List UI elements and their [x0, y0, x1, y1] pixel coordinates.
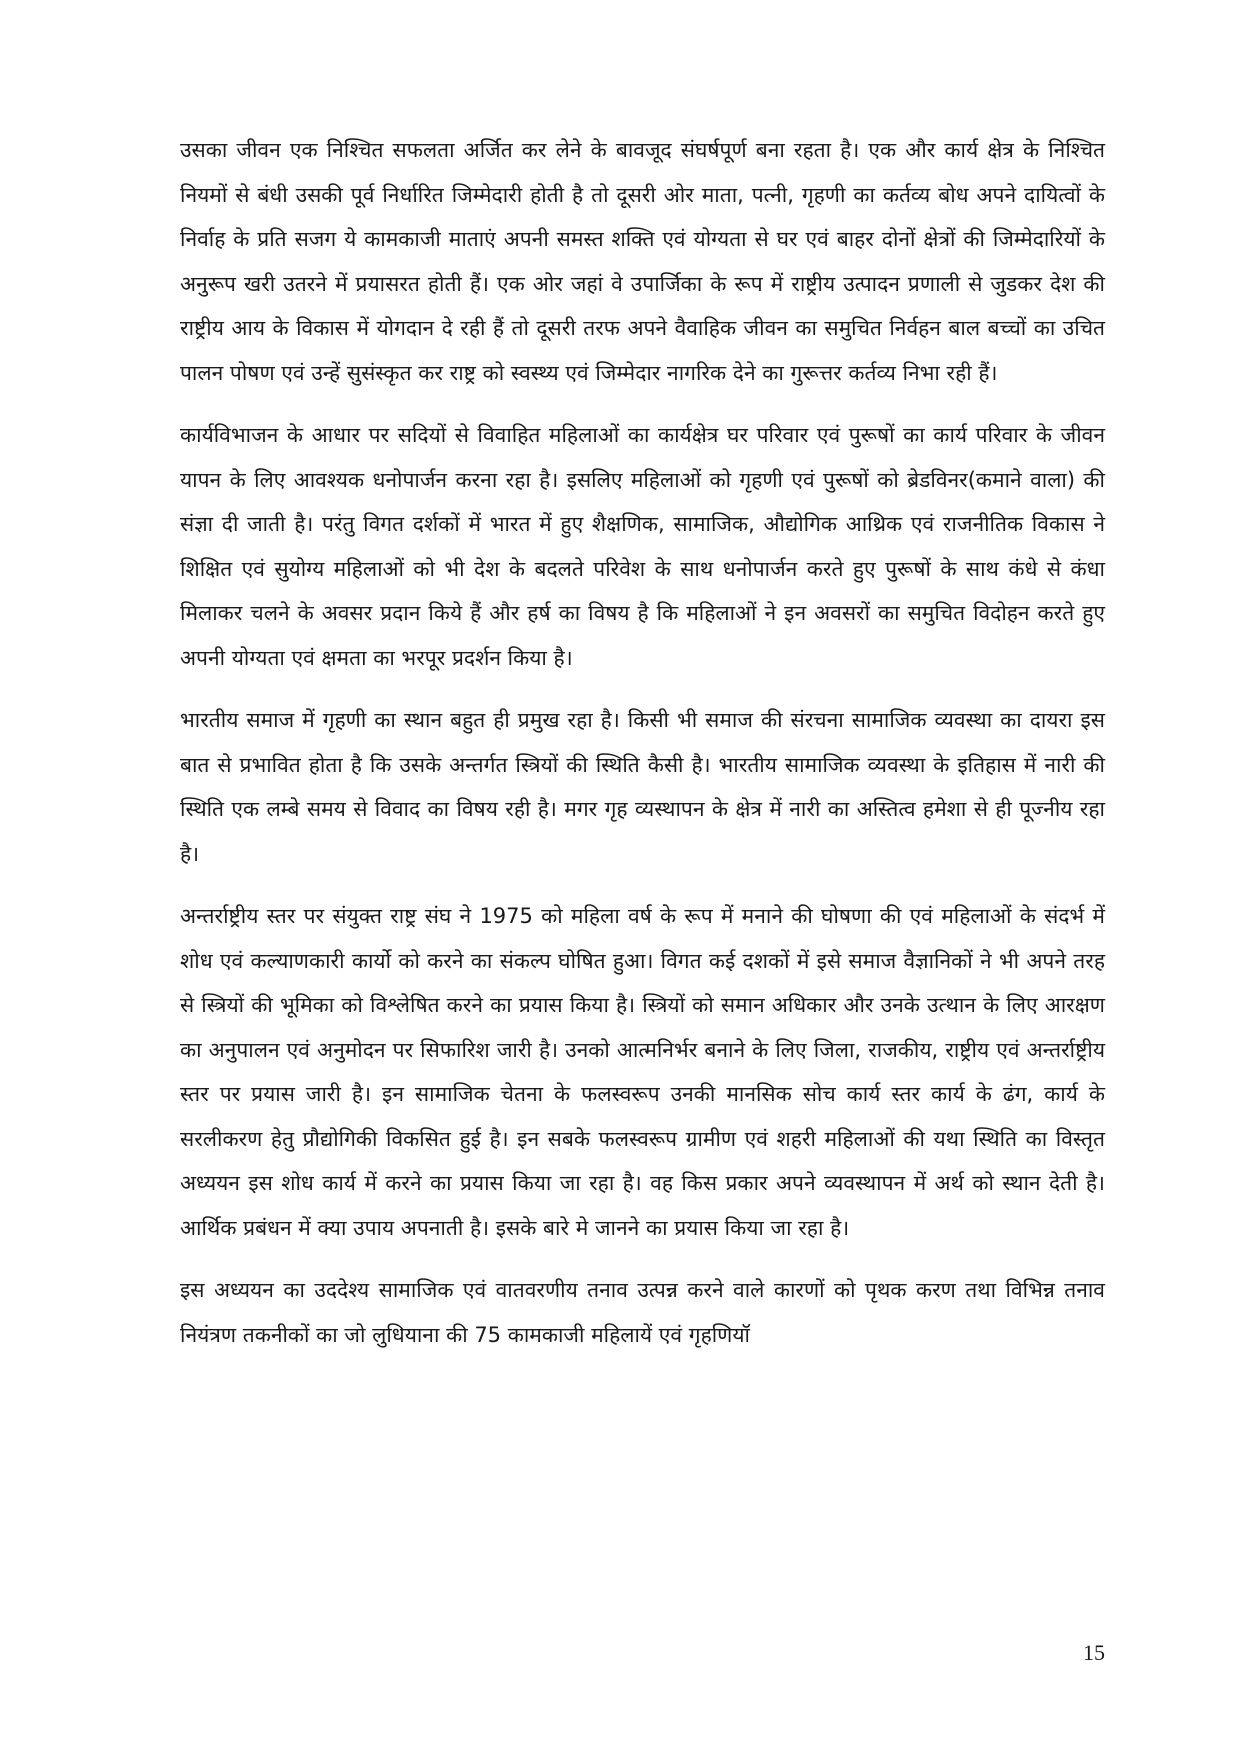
- paragraph-5: इस अध्ययन का उददेश्य सामाजिक एवं वातवरणीय तनाव उत्पन्न करने वाले कारणों को पृथक करण तथा विभिन्न तनाव नियंत्रण तकनीकों का जो लुधियाना की 75 कामकाजी महिलायें एवं गृहणियॉ: [180, 1278, 1105, 1347]
- paragraph-2: कार्यविभाजन के आधार पर सदियों से विवाहित महिलाओं का कार्यक्षेत्र घर परिवार एवं पुरूषों का कार्य परिवार के जीवन यापन के लिए आवश्यक धनोपार्जन करना रहा है। इसलिए महिलाओं को गृहणी एवं पुरूषों को ब्रेडविनर(कमाने वाला) की संज्ञा दी जाती है। परंतु विगत दर्शकों में भारत में हुए शैक्षणिक, सामाजिक, औद्योगिक आथ्रिक एवं राजनीतिक विकास ने शिक्षित एवं सुयोग्य महिलाओं को भी देश के बदलते परिवेश के साथ धनोपार्जन करते हुए पुरूषों के साथ कंधे से कंधा मिलाकर चलने के अवसर प्रदान किये हैं और हर्ष का विषय है कि महिलाओं ने इन अवसरों का समुचित विदोहन करते हुए अपनी योग्यता एवं क्षमता का भरपूर प्रदर्शन किया है।: [180, 423, 1105, 670]
- document-body: [180, 128, 1105, 1375]
- page-number: 15: [1083, 1640, 1105, 1665]
- paragraph-1: उसका जीवन एक निश्चित सफलता अर्जित कर लेने के बावजूद संघर्षपूर्ण बना रहता है। एक और कार्य क्षेत्र के निश्चित नियमों से बंधी उसकी पूर्व निर्धारित जिम्मेदारी होती है तो दूसरी ओर माता, पत्नी, गृहणी का कर्तव्य बोध अपने दायित्वों के निर्वाह के प्रति सजग ये कामकाजी माताएं अपनी समस्त शक्ति एवं योग्यता से घर एवं बाहर दोनों क्षेत्रों की जिम्मेदारियों के अनुरूप खरी उतरने में प्रयासरत होती हैं। एक ओर जहां वे उपार्जिका के रूप में राष्ट्रीय उत्पादन प्रणाली से जुडकर देश की राष्ट्रीय आय के विकास में योगदान दे रही हैं तो दूसरी तरफ अपने वैवाहिक जीवन का समुचित निर्वहन बाल बच्चों का उचित पालन पोषण एवं उन्हें सुसंस्कृत कर राष्ट्र को स्वस्थ्य एवं जिम्मेदार नागरिक देने का गुरूत्तर कर्तव्य निभा रही हैं।: [180, 138, 1105, 385]
- paragraph-3: भारतीय समाज में गृहणी का स्थान बहुत ही प्रमुख रहा है। किसी भी समाज की संरचना सामाजिक व्यवस्था का दायरा इस बात से प्रभावित होता है कि उसके अन्तर्गत स्त्रियों की स्थिति कैसी है। भारतीय सामाजिक व्यवस्था के इतिहास में नारी की स्थिति एक लम्बे समय से विवाद का विषय रही है। मगर गृह व्यस्थापन के क्षेत्र में नारी का अस्तित्व हमेशा से ही पूज्नीय रहा है।: [180, 708, 1105, 866]
- paragraph-4: अन्तर्राष्ट्रीय स्तर पर संयुक्त राष्ट्र संघ ने 1975 को महिला वर्ष के रूप में मनाने की घोषणा की एवं महिलाओं के संदर्भ में शोध एवं कल्याणकारी कार्यो को करने का संकल्प घोषित हुआ। विगत कई दशकों में इसे समाज वैज्ञानिकों ने भी अपने तरह से स्त्रियों की भूमिका को विश्लेषित करने का प्रयास किया है। स्त्रियों को समान अधिकार और उनके उत्थान के लिए आरक्षण का अनुपालन एवं अनुमोदन पर सिफारिश जारी है। उनको आत्मनिर्भर बनाने के लिए जिला, राजकीय, राष्ट्रीय एवं अन्तर्राष्ट्रीय स्तर पर प्रयास जारी है। इन सामाजिक चेतना के फलस्वरूप उनकी मानसिक सोच कार्य स्तर कार्य के ढंग, कार्य के सरलीकरण हेतु प्रौद्योगिकी विकसित हुई है। इन सबके फलस्वरूप ग्रामीण एवं शहरी महिलाओं की यथा स्थिति का विस्तृत अध्ययन इस शोध कार्य में करने का प्रयास किया जा रहा है। वह किस प्रकार अपने व्यवस्थापन में अर्थ को स्थान देती है। आर्थिक प्रबंधन में क्या उपाय अपनाती है। इसके बारे मे जानने का प्रयास किया जा रहा है।: [180, 904, 1105, 1240]
